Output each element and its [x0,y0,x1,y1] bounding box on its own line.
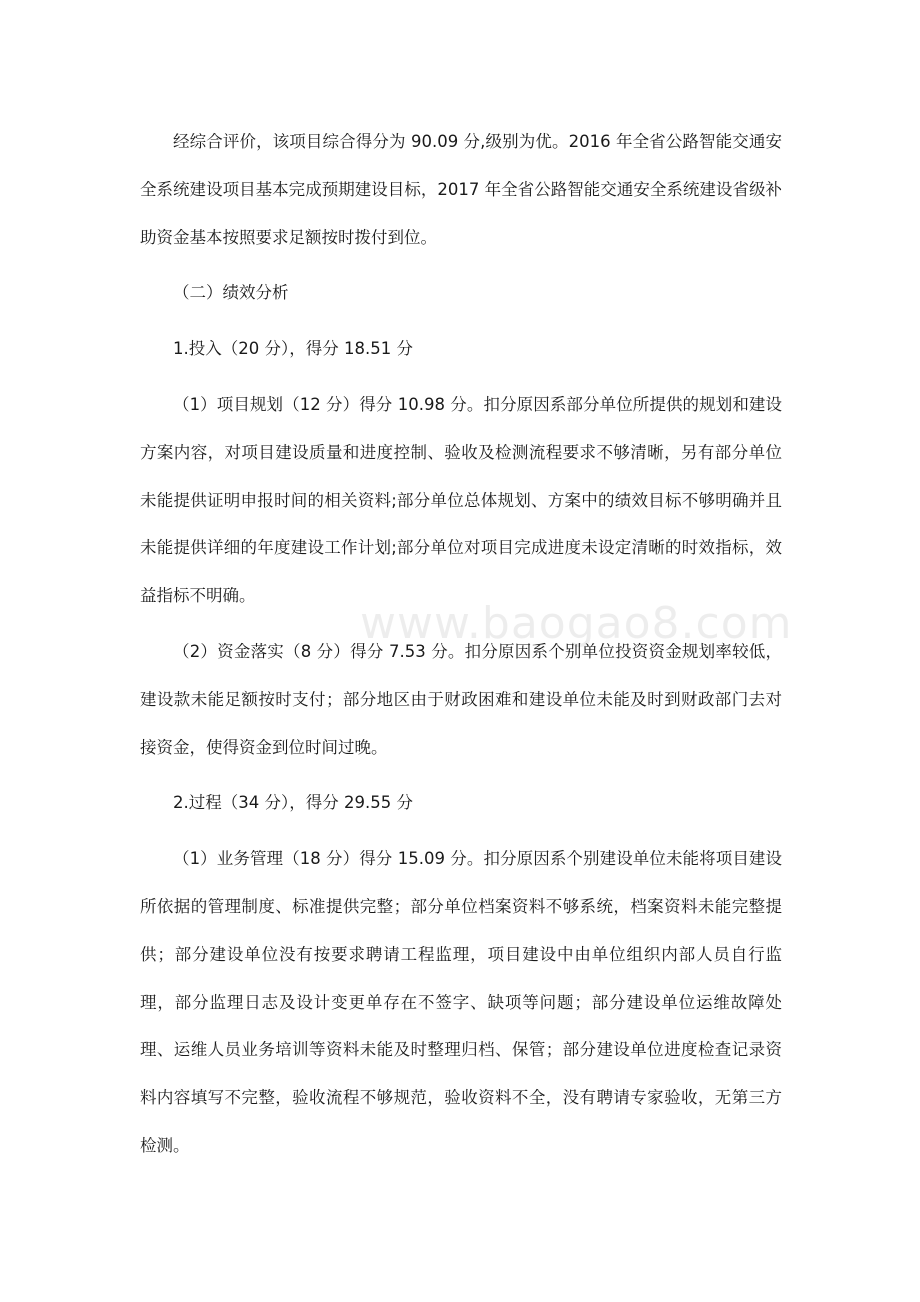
paragraph-funding: （2）资金落实（8 分）得分 7.53 分。扣分原因系个别单位投资资金规划率较低，建设款未能足额按时支付；部分地区由于财政困难和建设单位未能及时到财政部门去对接资金，使得资金到位时间过晚。 [140,641,782,757]
watermark: www.baogao8.com [360,598,793,649]
heading-input-score: 1.投入（20 分），得分 18.51 分 [173,339,413,359]
paragraph-project-planning: （1）项目规划（12 分）得分 10.98 分。扣分原因系部分单位所提供的规划和建设方案内容，对项目建设质量和进度控制、验收及检测流程要求不够清晰，另有部分单位未能提供证明申报时间的相关资料;部分单位总体规划、方案中的绩效目标不够明确并且未能提供详细的年度建设工作计划;部分单位对项目完成进度未设定清晰的时效指标，效益指标不明确。 [140,394,782,606]
paragraph-business-management: （1）业务管理（18 分）得分 15.09 分。扣分原因系个别建设单位未能将项目建设所依据的管理制度、标准提供完整；部分单位档案资料不够系统，档案资料未能完整提供；部分建设单位没有按要求聘请工程监理，项目建设中由单位组织内部人员自行监理，部分监理日志及设计变更单存在不签字、缺项等问题；部分建设单位运维故障处理、运维人员业务培训等资料未能及时整理归档、保管；部分建设单位进度检查记录资料内容填写不完整，验收流程不够规范，验收资料不全，没有聘请专家验收，无第三方检测。 [140,849,782,1155]
paragraph-evaluation-summary: 经综合评价，该项目综合得分为 90.09 分,级别为优。2016 年全省公路智能交通安全系统建设项目基本完成预期建设目标，2017 年全省公路智能交通安全系统建设省级补助资金基本按照要求足额按时拨付到位。 [140,132,782,247]
document-body [140,118,782,1178]
heading-performance-analysis: （二）绩效分析 [173,283,289,303]
heading-process-score: 2.过程（34 分），得分 29.55 分 [173,793,413,813]
